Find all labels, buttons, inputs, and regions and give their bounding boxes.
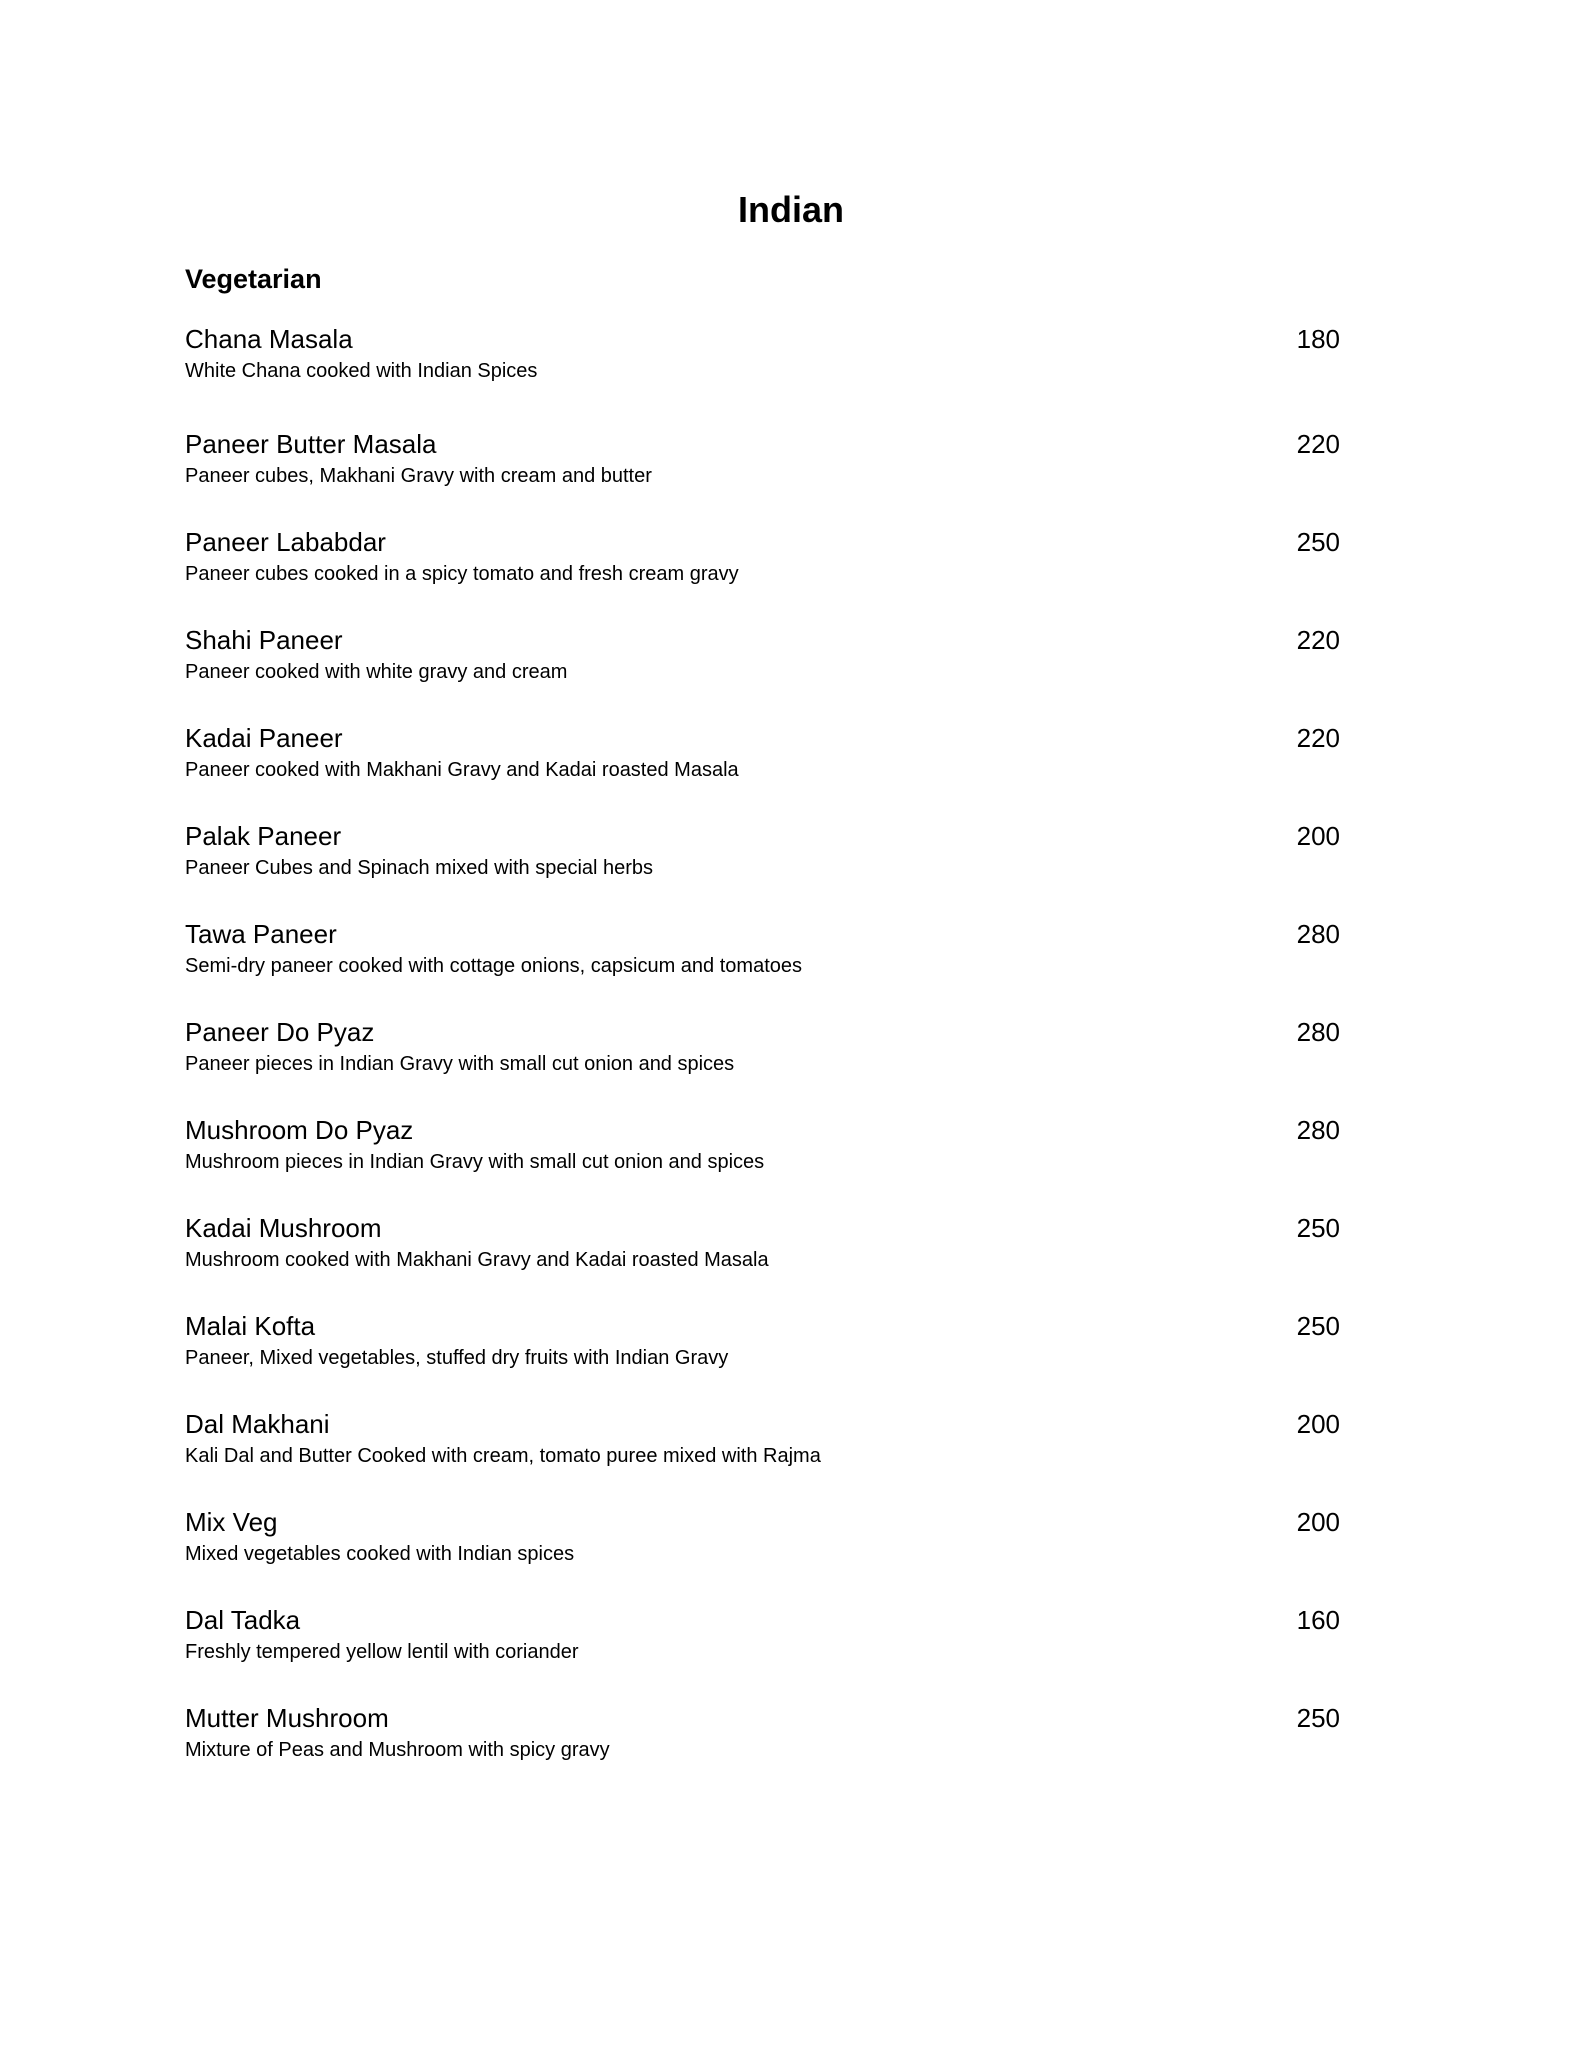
menu-item-description: Mushroom cooked with Makhani Gravy and Kadai roasted Masala: [185, 1249, 769, 1271]
menu-item-description: Kali Dal and Butter Cooked with cream, tomato puree mixed with Rajma: [185, 1445, 821, 1467]
menu-item: [185, 1506, 1340, 1604]
menu-title: Indian: [738, 189, 844, 230]
menu-item-price: 250: [1296, 1311, 1340, 1341]
menu-item: [185, 820, 1340, 918]
menu-item-description: Freshly tempered yellow lentil with coriander: [185, 1641, 579, 1663]
menu-item-name: Shahi Paneer: [185, 625, 343, 655]
menu-item-price: 220: [1296, 723, 1340, 753]
menu-item-name: Paneer Do Pyaz: [185, 1017, 375, 1047]
menu-item-name: Mix Veg: [185, 1507, 278, 1537]
menu-item-name: Dal Tadka: [185, 1605, 301, 1635]
menu-item-description: Paneer cooked with Makhani Gravy and Kadai roasted Masala: [185, 759, 739, 781]
menu-item: [185, 323, 1340, 428]
menu-item-price: 280: [1296, 1017, 1340, 1047]
menu-item-price: 250: [1296, 1703, 1340, 1733]
menu-item: [185, 1114, 1340, 1212]
menu-item: [185, 1408, 1340, 1506]
menu-item-name: Kadai Paneer: [185, 723, 343, 753]
menu-item: [185, 918, 1340, 1016]
menu-item: [185, 1016, 1340, 1114]
menu-item-description: Mixture of Peas and Mushroom with spicy gravy: [185, 1739, 610, 1761]
menu-item-description: Mushroom pieces in Indian Gravy with small cut onion and spices: [185, 1151, 765, 1173]
menu-item-name: Mutter Mushroom: [185, 1703, 389, 1733]
menu-item-name: Kadai Mushroom: [185, 1213, 382, 1243]
menu-item: [185, 624, 1340, 722]
menu-item-description: White Chana cooked with Indian Spices: [185, 360, 538, 382]
menu-item-description: Paneer Cubes and Spinach mixed with special herbs: [185, 857, 654, 879]
menu-item-description: Mixed vegetables cooked with Indian spices: [185, 1543, 575, 1565]
menu-item-price: 250: [1296, 1213, 1340, 1243]
menu-item: [185, 1702, 1340, 1800]
menu-item-price: 280: [1296, 1115, 1340, 1145]
menu-item-price: 220: [1296, 625, 1340, 655]
menu-item: [185, 1212, 1340, 1310]
menu-item: [185, 428, 1340, 526]
menu-item-price: 200: [1296, 821, 1340, 851]
menu-item-name: Palak Paneer: [185, 821, 342, 851]
menu-item-price: 220: [1296, 429, 1340, 459]
menu-item-price: 200: [1296, 1409, 1340, 1439]
menu-item-price: 200: [1296, 1507, 1340, 1537]
menu-item: [185, 1310, 1340, 1408]
menu-item-price: 250: [1296, 527, 1340, 557]
menu-item-name: Malai Kofta: [185, 1311, 316, 1341]
menu-item-name: Paneer Butter Masala: [185, 429, 437, 459]
menu-item-list: [185, 323, 1340, 1800]
menu-item: [185, 722, 1340, 820]
menu-item-description: Paneer cooked with white gravy and cream: [185, 661, 568, 683]
menu-item-description: Paneer pieces in Indian Gravy with small cut onion and spices: [185, 1053, 735, 1075]
menu-item-description: Semi-dry paneer cooked with cottage onions, capsicum and tomatoes: [185, 955, 803, 977]
menu-item-name: Tawa Paneer: [185, 919, 337, 949]
menu-item-name: Dal Makhani: [185, 1409, 330, 1439]
menu-item-name: Mushroom Do Pyaz: [185, 1115, 414, 1145]
menu-item-name: Paneer Lababdar: [185, 527, 386, 557]
menu-item: [185, 526, 1340, 624]
menu-item: [185, 1604, 1340, 1702]
menu-item-description: Paneer cubes, Makhani Gravy with cream and butter: [185, 465, 652, 487]
section-heading-vegetarian: Vegetarian: [185, 264, 322, 294]
menu-item-description: Paneer cubes cooked in a spicy tomato and fresh cream gravy: [185, 563, 739, 585]
menu-item-description: Paneer, Mixed vegetables, stuffed dry fruits with Indian Gravy: [185, 1347, 729, 1369]
menu-item-price: 160: [1296, 1605, 1340, 1635]
menu-item-price: 180: [1296, 324, 1340, 354]
menu-item-name: Chana Masala: [185, 324, 353, 354]
menu-item-price: 280: [1296, 919, 1340, 949]
